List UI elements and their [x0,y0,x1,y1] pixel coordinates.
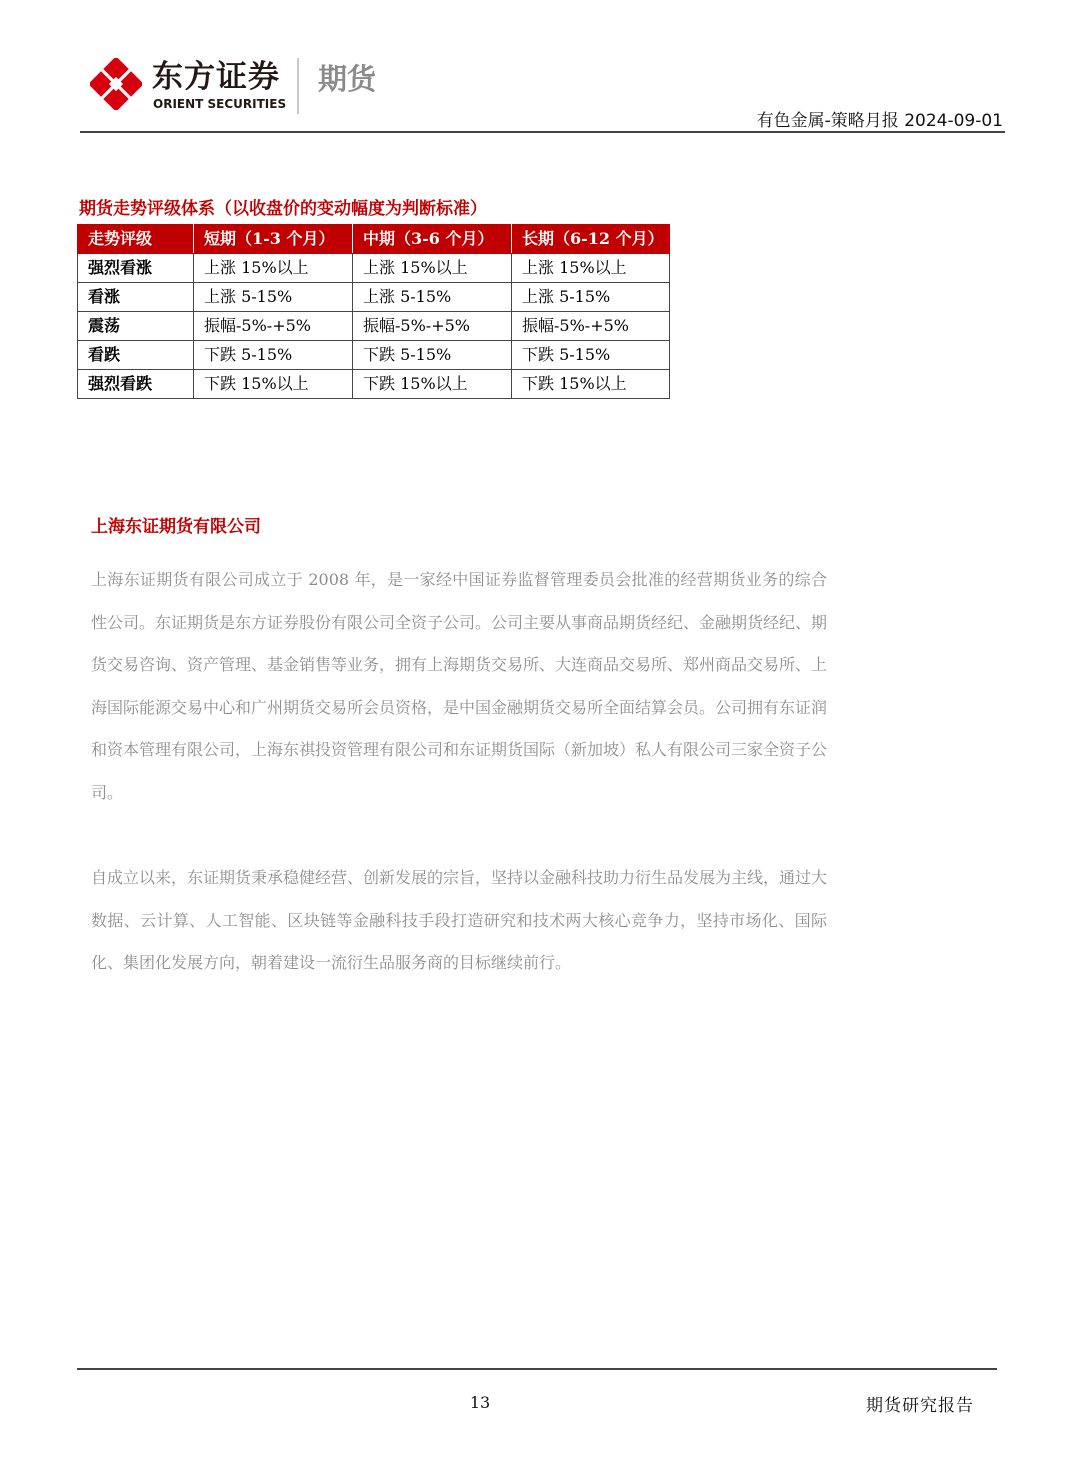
table-cell: 振幅-5%-+5% [353,312,512,341]
rating-label-cell: 看跌 [78,341,194,370]
table-header-row [78,225,670,254]
table-cell: 上涨 15%以上 [512,254,670,283]
table-cell: 下跌 5-15% [353,341,512,370]
page-header [80,52,1005,132]
table-cell: 上涨 15%以上 [194,254,353,283]
table-row [78,283,670,312]
table-cell: 上涨 5-15% [512,283,670,312]
company-paragraph: 自成立以来，东证期货秉承稳健经营、创新发展的宗旨，坚持以金融科技助力衍生品发展为主线，通过大数据、云计算、人工智能、区块链等金融科技手段打造研究和技术两大核心竞争力，坚持市场化、国际化、集团化发展方向，朝着建设一流衍生品服务商的目标继续前行。 [91,868,828,972]
rating-table [77,224,670,399]
table-row [78,370,670,399]
logo-english-name: ORIENT SECURITIES [153,97,287,111]
logo-futures-label: 期货 [318,62,377,96]
rating-label-cell: 震荡 [78,312,194,341]
table-cell: 上涨 5-15% [194,283,353,312]
column-header: 走势评级 [78,225,194,254]
rating-label-cell: 看涨 [78,283,194,312]
table-row [78,254,670,283]
rating-label-cell: 强烈看涨 [78,254,194,283]
report-title: 有色金属-策略月报 2024-09-01 [756,111,1003,131]
table-cell: 下跌 5-15% [194,341,353,370]
table-cell: 上涨 5-15% [353,283,512,312]
header-divider [80,131,1005,133]
column-header: 短期（1-3 个月） [194,225,353,254]
table-cell: 振幅-5%-+5% [194,312,353,341]
company-section-title: 上海东证期货有限公司 [91,517,261,537]
logo-divider [297,58,299,114]
page-number: 13 [469,1393,491,1412]
column-header: 中期（3-6 个月） [353,225,512,254]
table-cell: 振幅-5%-+5% [512,312,670,341]
company-paragraph: 上海东证期货有限公司成立于 2008 年，是一家经中国证券监督管理委员会批准的经营期货业务的综合性公司。东证期货是东方证券股份有限公司全资子公司。公司主要从事商品期货经纪、金融期货经纪、期货交易咨询、资产管理、基金销售等业务，拥有上海期货交易所、大连商品交易所、郑州商品交易所、上海国际能源交易中心和广州期货交易所会员资格，是中国金融期货交易所全面结算会员。公司拥有东证润和资本管理有限公司，上海东祺投资管理有限公司和东证期货国际（新加坡）私人有限公司三家全资子公司。 [91,570,828,802]
table-row [78,312,670,341]
column-header: 长期（6-12 个月） [512,225,670,254]
table-cell: 下跌 15%以上 [512,370,670,399]
orient-securities-logo-icon [90,58,142,110]
table-cell: 上涨 15%以上 [353,254,512,283]
table-row [78,341,670,370]
table-cell: 下跌 15%以上 [353,370,512,399]
rating-label-cell: 强烈看跌 [78,370,194,399]
footer-label: 期货研究报告 [866,1396,974,1416]
footer-divider [77,1368,997,1370]
rating-table-caption: 期货走势评级体系（以收盘价的变动幅度为判断标准） [79,199,487,219]
table-cell: 下跌 5-15% [512,341,670,370]
logo-chinese-name: 东方证券 [152,59,280,95]
table-cell: 下跌 15%以上 [194,370,353,399]
